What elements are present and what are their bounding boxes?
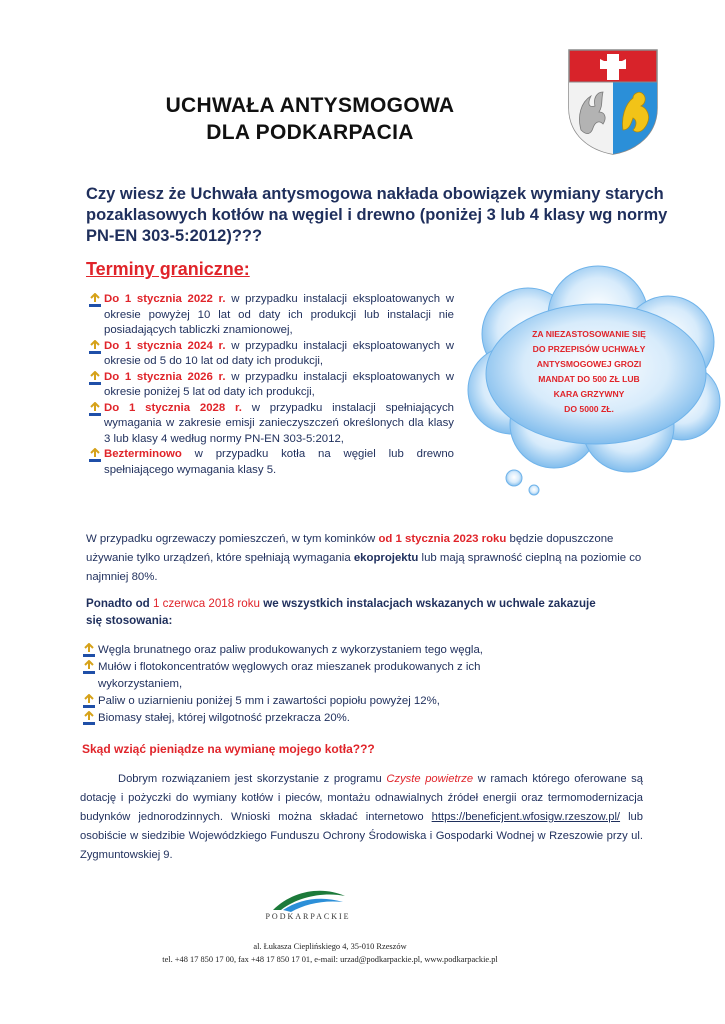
ban-text: Ponadto od	[86, 597, 153, 610]
deadline-date: Bezterminowo	[104, 448, 182, 460]
ecodesign-term: ekoprojektu	[353, 552, 419, 564]
arrow-bullet-icon	[88, 371, 104, 385]
arrow-bullet-icon	[88, 448, 104, 462]
arrow-bullet-icon	[82, 711, 98, 725]
program-text: Dobrym rozwiązaniem jest skorzystanie z programu	[118, 773, 387, 785]
list-item	[82, 693, 602, 710]
page-title	[95, 92, 525, 146]
fuel-text: Paliw o uziarnieniu poniżej 5 mm i zawartości popiołu powyżej 12%,	[98, 695, 440, 707]
ban-text: we wszystkich instalacjach wskazanych w uchwale zakazuje się stosowania:	[86, 597, 596, 627]
heaters-text: W przypadku ogrzewaczy pomieszczeń, w tym kominków	[86, 533, 379, 545]
fuel-text: Mułów i flotokoncentratów węglowych oraz mieszanek produkowanych z ich wykorzystaniem,	[98, 661, 481, 690]
penalty-line: DO PRZEPISÓW UCHWAŁY	[532, 344, 646, 354]
heaters-text: będzie dopuszczone używanie tylko urządzeń, które spełniają wymagania	[86, 533, 614, 564]
arrow-bullet-icon	[82, 694, 98, 708]
list-item	[88, 401, 454, 448]
deadline-text: w przypadku instalacji eksploatowanych w okresie powyżej 10 lat od daty ich produkcji lub instalacji nie posiadających tabliczki znamionowej,	[104, 293, 454, 336]
main-question: Czy wiesz że Uchwała antysmogowa nakłada obowiązek wymiany starych pozaklasowych kotłów na węgiel i drewno (poniżej 3 lub 4 klasy wg normy PN-EN 303-5:2012)???	[86, 185, 668, 245]
arrow-bullet-icon	[82, 660, 98, 674]
logo-text: PODKARPACKIE	[265, 912, 351, 921]
banned-fuels-list	[82, 642, 602, 727]
program-paragraph	[80, 770, 643, 865]
podkarpackie-logo-icon	[253, 886, 363, 932]
penalty-line: DO 5000 ZŁ.	[564, 404, 614, 414]
footer-address	[60, 940, 600, 966]
deadline-text: w przypadku instalacji spełniających wymagania w zakresie emisji zanieczyszczeń określonych dla klasy 3 lub klasy 4 według normy PN-EN 303-5:2012,	[104, 401, 454, 445]
fuel-text: Biomasy stałej, której wilgotność przekracza 20%.	[98, 712, 350, 724]
penalty-line: ANTYSMOGOWEJ GROZI	[536, 359, 642, 369]
deadline-date: Do 1 stycznia 2028 r.	[104, 401, 242, 414]
penalty-line: MANDAT DO 500 ZŁ LUB	[538, 374, 640, 384]
list-item	[82, 642, 602, 659]
heaters-text: lub mają sprawność cieplną na poziomie co najmniej 80%.	[86, 552, 642, 583]
list-item	[88, 447, 454, 478]
list-item	[88, 339, 454, 370]
contact-line: tel. +48 17 850 17 00, fax +48 17 850 17 01, e-mail: urzad@podkarpackie.pl, www.podkarpackie.pl	[162, 955, 498, 964]
deadline-date: Do 1 stycznia 2024 r.	[104, 339, 226, 352]
deadline-list	[88, 292, 454, 478]
penalty-notice	[493, 327, 685, 417]
penalty-line: KARA GRZYWNY	[553, 389, 625, 399]
terms-heading: Terminy graniczne:	[86, 259, 250, 279]
arrow-bullet-icon	[88, 402, 104, 416]
list-item	[88, 292, 454, 339]
list-item	[82, 710, 602, 727]
ban-paragraph	[86, 595, 606, 629]
heaters-paragraph	[86, 530, 646, 587]
title-line-2: DLA PODKARPACIA	[206, 121, 414, 144]
address-line: al. Łukasza Cieplińskiego 4, 35-010 Rzeszów	[253, 942, 407, 951]
fuel-text: Węgla brunatnego oraz paliw produkowanych z wykorzystaniem tego węgla,	[98, 644, 483, 656]
funding-question: Skąd wziąć pieniądze na wymianę mojego kotła???	[82, 742, 375, 756]
deadline-date: Do 1 stycznia 2022 r.	[104, 293, 226, 305]
ban-date: 1 czerwca 2018 roku	[152, 597, 260, 610]
arrow-bullet-icon	[88, 340, 104, 354]
title-line-1: UCHWAŁA ANTYSMOGOWA	[165, 94, 455, 117]
program-name: Czyste powietrze	[386, 773, 474, 785]
deadline-text: w przypadku kotła na węgiel lub drewno spełniającego wymagania klasy 5.	[104, 448, 454, 476]
list-item	[88, 370, 454, 401]
arrow-bullet-icon	[88, 293, 104, 307]
program-text: lub osobiście w siedzibie Wojewódzkiego Funduszu Ochrony Środowiska i Gospodarki Wodnej w Rzeszowie przy ul. Zygmuntowskiej 9.	[80, 811, 643, 861]
coat-of-arms-icon	[567, 46, 659, 156]
heaters-date: od 1 stycznia 2023 roku	[378, 533, 507, 545]
program-text: w ramach którego oferowane są dotację i pożyczki do wymiany kotłów i pieców, montażu odnawialnych źródeł energii oraz termomodernizacja budynków jednorodzinnych. Wnioski można składać internetowo	[80, 773, 643, 823]
deadline-text: w przypadku instalacji eksploatowanych w okresie od 5 do 10 lat od daty ich produkcji,	[104, 339, 454, 367]
program-link[interactable]: https://beneficjent.wfosigw.rzeszow.pl/	[431, 811, 621, 823]
deadline-text: w przypadku instalacji eksploatowanych w okresie poniżej 5 lat od daty ich produkcji,	[104, 370, 454, 398]
penalty-line: ZA NIEZASTOSOWANIE SIĘ	[532, 329, 646, 339]
arrow-bullet-icon	[82, 643, 98, 657]
list-item	[82, 659, 602, 693]
deadline-date: Do 1 stycznia 2026 r.	[104, 370, 226, 383]
